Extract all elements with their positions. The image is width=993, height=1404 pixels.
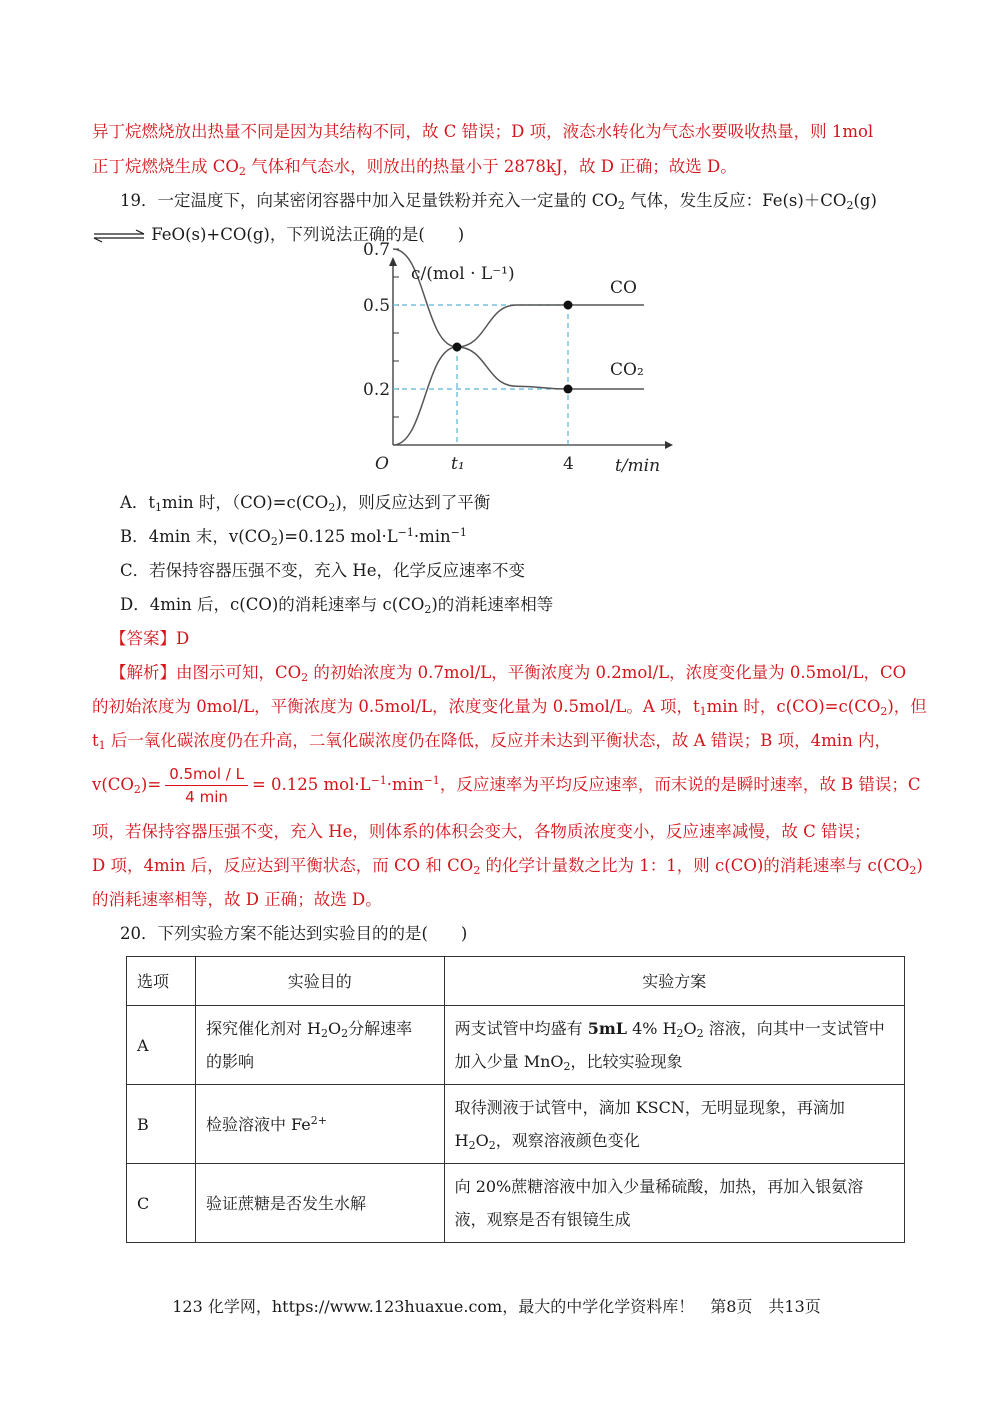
superscript: 2+: [310, 1113, 327, 1127]
y-tick-label: 0.5: [363, 296, 391, 316]
rate-fraction: [165, 763, 248, 808]
text: 的化学计量数之比为 1：1，则 c(CO)的消耗速率与 c(CO: [480, 856, 910, 875]
subscript: 1: [699, 705, 707, 718]
x-tick-label: t₁: [451, 454, 465, 474]
text: 气体和气态水，则放出的热量小于 2878kJ，故 D 正确；故选 D。: [245, 157, 737, 176]
text: H: [454, 1131, 469, 1150]
text: ·min: [386, 775, 424, 794]
chart-labels: [363, 240, 660, 476]
subscript: 2: [880, 705, 888, 718]
chart-guides: [393, 305, 568, 445]
explanation-line: [92, 150, 905, 184]
text: ，观察溶液颜色变化: [495, 1131, 640, 1150]
row-option: C: [127, 1164, 196, 1243]
analysis-line: [92, 815, 905, 849]
table-header-row: [127, 957, 905, 1006]
text: min 时，c(CO)=c(CO: [706, 697, 881, 716]
text: O: [327, 1019, 342, 1038]
text: 检验溶液中 Fe: [205, 1114, 311, 1134]
text: )，但: [887, 697, 927, 716]
text: (g): [853, 191, 877, 210]
superscript: −1: [450, 526, 467, 539]
row-plan: [444, 1085, 904, 1164]
subscript: 2: [617, 199, 625, 212]
fraction-numerator: 0.5mol / L: [165, 763, 248, 786]
text: )的消耗速率相等: [431, 595, 554, 614]
subscript: 2: [563, 1060, 571, 1073]
analysis-line: [92, 883, 905, 917]
y-axis-arrow-icon: [389, 257, 397, 266]
text: )，则反应达到了平衡: [335, 493, 491, 512]
x-axis-arrow-icon: [665, 441, 673, 449]
analysis-label: 【解析】: [110, 663, 176, 682]
option-a: [120, 486, 905, 520]
subscript: 2: [341, 1027, 349, 1040]
header-goal: 实验目的: [195, 957, 444, 1006]
bold-text: 5mL: [587, 1019, 628, 1038]
y-tick-label: 0.7: [363, 240, 391, 260]
table-row: [127, 1006, 905, 1085]
text: 取待测液于试管中，滴加 KSCN，无明显现象，再滴加: [454, 1098, 845, 1117]
x-axis-label: t/min: [615, 456, 661, 476]
text: 4% H: [627, 1019, 677, 1038]
series-label-co2: CO₂: [610, 360, 644, 380]
text: 探究催化剂对 H: [205, 1019, 321, 1038]
text: 的消耗速率相等，故 D 正确；故选 D。: [92, 890, 382, 909]
subscript: 2: [473, 864, 481, 877]
row-plan: [444, 1006, 904, 1085]
equilibrium-arrow-icon: [92, 230, 146, 242]
row-goal: [195, 1085, 444, 1164]
header-plan: 实验方案: [444, 957, 904, 1006]
text: 20．下列实验方案不能达到实验目的的是( ): [120, 924, 468, 943]
answer: [110, 622, 905, 656]
subscript: 1: [98, 739, 106, 752]
text: 后一氧化碳浓度仍在升高，二氧化碳浓度仍在降低，反应并未达到平衡状态，故 A 错误；B 项，4min 内，: [105, 731, 891, 750]
text: 加入少量 MnO: [454, 1052, 564, 1071]
text: 项，若保持容器压强不变，充入 He，则体系的体积会变大，各物质浓度变小，反应速率减慢，故 C 错误；: [92, 822, 871, 841]
text: 19．一定温度下，向某密闭容器中加入足量铁粉并充入一定量的 CO: [120, 191, 618, 210]
text: )=: [140, 775, 162, 794]
subscript: 2: [676, 1027, 684, 1040]
analysis-line: [92, 724, 905, 758]
analysis-line: [92, 849, 923, 883]
y-tick-label: 0.2: [363, 380, 391, 400]
text: 分解速率: [348, 1019, 413, 1038]
subscript: 2: [328, 501, 336, 514]
series-line-co: [393, 305, 644, 445]
header-option: 选项: [127, 957, 196, 1006]
option-c: [120, 554, 905, 588]
subscript: 1: [155, 501, 163, 514]
x-tick-label: 4: [563, 454, 574, 474]
table-row: [127, 1085, 905, 1164]
subscript: 2: [696, 1027, 704, 1040]
text: A．t: [120, 493, 156, 512]
subscript: 2: [488, 1139, 496, 1152]
text: 的初始浓度为 0mol/L，平衡浓度为 0.5mol/L，浓度变化量为 0.5mol/L。A 项，t: [92, 697, 700, 716]
analysis-line-formula: [92, 758, 921, 812]
page-footer: 123 化学网，https://www.123huaxue.com，最大的中学化学资料库！ 第8页 共13页: [172, 1297, 821, 1316]
row-plan: [444, 1164, 904, 1243]
text: 两支试管中均盛有: [454, 1019, 588, 1038]
subscript: 2: [270, 535, 278, 548]
question-20-stem: [120, 917, 905, 951]
fraction-denominator: 4 min: [185, 788, 228, 806]
y-axis-label: c/(mol · L⁻¹): [411, 264, 515, 284]
option-b: [120, 520, 905, 554]
text: t: [92, 731, 99, 750]
experiment-table: [126, 956, 905, 1243]
text: FeO(s)+CO(g)，下列说法正确的是( ): [151, 225, 465, 244]
text: 由图示可知，CO: [176, 663, 302, 682]
superscript: −1: [397, 526, 414, 539]
data-point: [564, 385, 573, 394]
analysis-line: [92, 690, 927, 724]
subscript: 2: [846, 199, 854, 212]
option-d: [120, 588, 905, 622]
subscript: 2: [301, 671, 309, 684]
text: 液，观察是否有银镜生成: [454, 1210, 631, 1229]
subscript: 2: [133, 783, 141, 796]
text: 的影响: [205, 1052, 254, 1071]
answer-value: D: [176, 629, 190, 648]
analysis-line: [110, 656, 905, 690]
question-19-stem-2: [92, 218, 905, 252]
row-goal: 验证蔗糖是否发生水解: [195, 1164, 444, 1243]
text: v(CO: [92, 775, 134, 794]
text: O: [683, 1019, 697, 1038]
row-option: A: [127, 1006, 196, 1085]
chart-points: [453, 301, 573, 394]
table-row: [127, 1164, 905, 1243]
text: 溶液，向其中一支试管中: [703, 1019, 885, 1038]
superscript: −1: [423, 774, 440, 787]
series-label-co: CO: [610, 278, 637, 298]
answer-label: 【答案】: [110, 629, 176, 648]
subscript: 2: [320, 1027, 328, 1040]
text: 正丁烷燃烧生成 CO: [92, 157, 239, 176]
superscript: −1: [370, 774, 387, 787]
text: O: [475, 1131, 489, 1150]
concentration-time-chart: [340, 240, 680, 482]
text: D 项，4min 后，反应达到平衡状态，而 CO 和 CO: [92, 856, 474, 875]
text: D．4min 后，c(CO)的消耗速率与 c(CO: [120, 595, 425, 614]
text: ·min: [413, 527, 451, 546]
row-goal: [195, 1006, 444, 1085]
text: min 时，（CO)=c(CO: [162, 493, 329, 512]
text: 的初始浓度为 0.7mol/L，平衡浓度为 0.2mol/L，浓度变化量为 0.5mol/L，CO: [308, 663, 907, 682]
subscript: 2: [468, 1139, 476, 1152]
row-option: B: [127, 1085, 196, 1164]
origin-label: O: [375, 454, 389, 474]
text: ，比较实验现象: [570, 1052, 683, 1071]
text: = 0.125 mol·L: [251, 775, 371, 794]
text: ，反应速率为平均反应速率，而末说的是瞬时速率，故 B 错误；C: [439, 775, 921, 794]
text: )=0.125 mol·L: [277, 527, 398, 546]
question-19-stem: [120, 184, 905, 218]
subscript: 2: [424, 603, 432, 616]
text: 向 20%蔗糖溶液中加入少量稀硫酸，加热，再加入银氨溶: [454, 1177, 864, 1196]
text: ): [916, 856, 923, 875]
text: C．若保持容器压强不变，充入 He，化学反应速率不变: [120, 561, 526, 580]
explanation-line: [92, 115, 905, 149]
text: 气体，发生反应：Fe(s)＋CO: [624, 191, 847, 210]
text: B．4min 末，v(CO: [120, 527, 271, 546]
subscript: 2: [238, 165, 246, 178]
data-point: [564, 301, 573, 310]
data-point: [453, 343, 462, 352]
text: 异丁烷燃烧放出热量不同是因为其结构不同，故 C 错误；D 项，液态水转化为气态水要吸收热量，则 1mol: [92, 122, 874, 141]
subscript: 2: [909, 864, 917, 877]
